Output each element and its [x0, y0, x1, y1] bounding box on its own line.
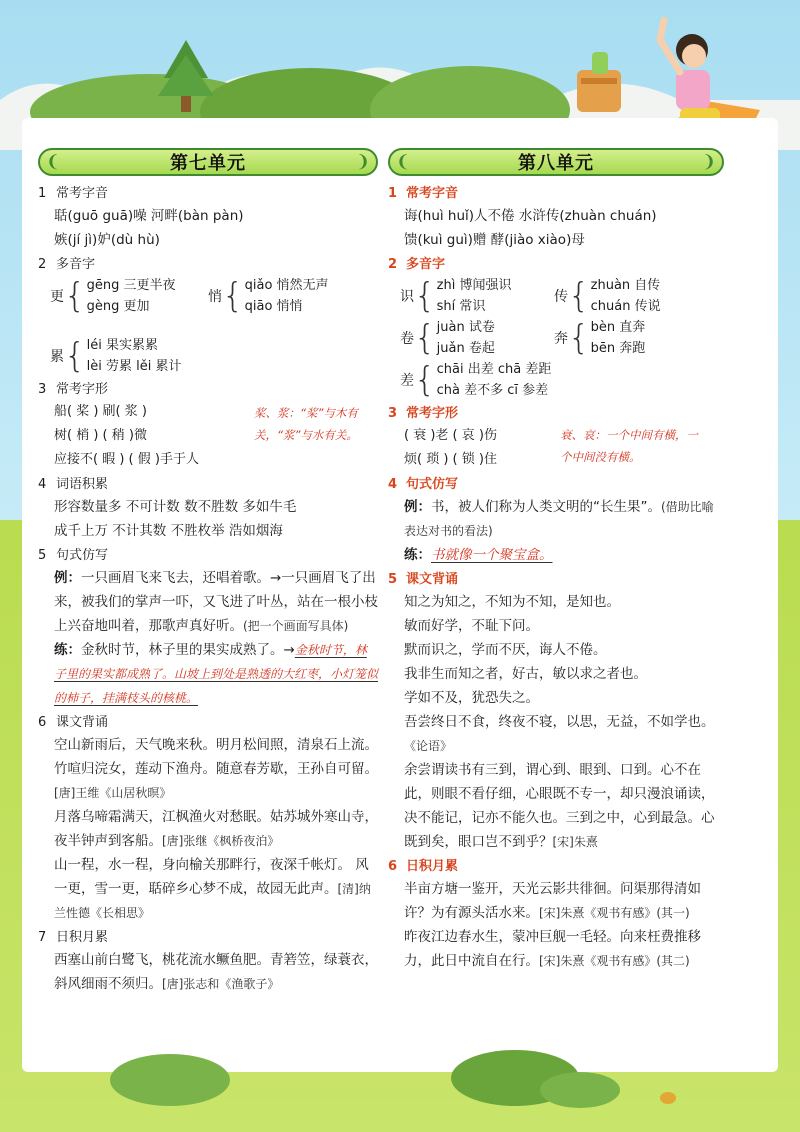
reading-row: chà 差不多 cī 参差 [436, 383, 549, 398]
recitation-line: 吾尝终日不食，终夜不寝，以思，无益，不如学也。《论语》 [404, 714, 715, 753]
polyphone-group [38, 275, 378, 317]
example-sentence: 例：一只画眉飞来飞去，还唱着歌。→一只画眉飞了出来，被我们的掌声一吓，又飞进了叶丛，站在一根小枝上兴奋地叫着，那歌声真好听。(把一个画面写具体) [54, 570, 378, 634]
reading-row: zhì 博闻强识 [436, 278, 512, 293]
bottom-scenery [0, 1040, 800, 1132]
unit-8-title: 第八单元 [518, 153, 594, 174]
unit-7-column [38, 148, 378, 996]
poem: 山一程，水一程，身向榆关那畔行，夜深千帐灯。 风一更，雪一更，聒碎乡心梦不成，故园无此声。[清]纳兰性德《长相思》 [54, 857, 371, 920]
reading-row: qiǎo 悄然无声 [244, 278, 329, 293]
brace-icon: { [568, 318, 590, 358]
glyph-block [38, 400, 378, 472]
reading-row: qiāo 悄悄 [244, 299, 303, 314]
poem: 月落乌啼霜满天，江枫渔火对愁眠。姑苏城外寒山寺，夜半钟声到客船。[唐]张继《枫桥夜泊》 [54, 809, 378, 849]
practice-sentence: 练：金秋时节，林子里的果实成熟了。→金秋时节，林子里的果实都成熟了。山坡上到处是熟透的大红枣，小灯笼似的柿子，挂满枝头的核桃。 [54, 642, 379, 705]
reading-row: shí 常识 [436, 299, 486, 314]
section-heading: 1 常考字音 [388, 186, 459, 201]
poem: 昨夜江边春水生，蒙冲巨舰一毛轻。向来枉费推移力，此日中流自在行。[宋]朱熹《观书有感》(其二) [404, 929, 701, 969]
section-heading: 4 词语积累 [38, 477, 109, 492]
recitation-line: 敏而好学，不耻下问。 [404, 618, 539, 634]
recitation-line: 学如不及，犹恐失之。 [404, 690, 539, 706]
pronunciation-line: 诲(huì huǐ)人不倦 水浒传(zhuàn chuán) [404, 208, 657, 224]
reading-row: léi 果实累累 [86, 338, 158, 353]
practice-answer: 书就像一个聚宝盒。 [431, 547, 553, 563]
polyphone-char: 卷 [400, 331, 414, 347]
reading-row: bēn 奔跑 [590, 341, 646, 356]
glyph-row: ( 衰 )老 ( 哀 )伤 [404, 428, 497, 443]
brace-icon: { [414, 276, 436, 316]
polyphone-char: 悄 [208, 289, 222, 305]
section-heading: 6 日积月累 [388, 859, 459, 874]
polyphone-group [38, 335, 378, 377]
section-heading: 6 课文背诵 [38, 715, 109, 730]
unit-7-title: 第七单元 [170, 153, 246, 174]
section-heading: 4 句式仿写 [388, 477, 459, 492]
reading-row: chāi 出差 chā 差距 [436, 362, 552, 377]
reading-row: zhuàn 自传 [590, 278, 661, 293]
recitation-line: 我非生而知之者，好古，敏以求之者也。 [404, 666, 647, 682]
polyphone-group [388, 359, 724, 401]
polyphone-group [388, 317, 724, 359]
reading-row: lèi 劳累 lěi 累计 [86, 359, 182, 374]
glyph-row: 烦( 琐 ) ( 锁 )住 [404, 452, 497, 467]
recitation-paragraph: 余尝谓读书有三到，谓心到、眼到、口到。心不在此，则眼不看仔细，心眼既不专一，却只漫浪诵读，决不能记，记亦不能久也。三到之中，心到最急。心既到矣，眼口岂不到乎？[宋]朱熹 [404, 762, 715, 850]
reading-row: gēng 三更半夜 [86, 278, 176, 293]
poem: 西塞山前白鹭飞，桃花流水鳜鱼肥。青箬笠，绿蓑衣，斜风细雨不须归。[唐]张志和《渔歌子》 [54, 952, 378, 992]
reading-row: gèng 更加 [86, 299, 150, 314]
reading-row: juàn 试卷 [436, 320, 495, 335]
brace-icon: { [222, 276, 244, 316]
glyph-row: 树( 梢 ) ( 稍 )微 [54, 428, 147, 443]
scroll-left-icon: ❨ [396, 152, 411, 172]
glyph-row: 船( 桨 ) 刷( 浆 ) [54, 404, 147, 419]
practice-answer: 金秋时节，林子里的果实都成熟了。山坡上到处是熟透的大红枣，小灯笼似的柿子，挂满枝头的核桃。 [54, 643, 379, 705]
word-row: 成千上万 不计其数 不胜枚举 浩如烟海 [54, 523, 283, 539]
brace-icon: { [64, 276, 86, 316]
section-heading: 5 句式仿写 [38, 548, 109, 563]
example-sentence: 例：书，被人们称为人类文明的“长生果”。(借助比喻表达对书的看法) [404, 499, 714, 538]
poem: 空山新雨后，天气晚来秋。明月松间照，清泉石上流。竹喧归浣女，莲动下渔舟。随意春芳歇，王孙自可留。[唐]王维《山居秋暝》 [54, 737, 378, 800]
polyphone-char: 累 [50, 349, 64, 365]
polyphone-char: 差 [400, 373, 414, 389]
polyphone-char: 更 [50, 289, 64, 305]
brace-icon: { [414, 318, 436, 358]
section-heading: 7 日积月累 [38, 930, 109, 945]
poem: 半亩方塘一鉴开，天光云影共徘徊。问渠那得清如许？为有源头活水来。[宋]朱熹《观书有感》(其一) [404, 881, 701, 921]
section-heading: 5 课文背诵 [388, 572, 459, 587]
unit-8-column [388, 148, 724, 973]
unit-8-banner [388, 148, 724, 176]
word-row: 形容数量多 不可计数 数不胜数 多如牛毛 [54, 499, 297, 515]
polyphone-group [388, 275, 724, 317]
section-heading: 1 常考字音 [38, 186, 109, 201]
brace-icon: { [414, 360, 436, 400]
recitation-line: 知之为知之，不知为不知，是知也。 [404, 594, 620, 610]
section-heading: 3 常考字形 [38, 382, 109, 397]
glyph-block [388, 424, 724, 472]
section-heading: 2 多音字 [388, 257, 446, 272]
section-heading: 3 常考字形 [388, 406, 459, 421]
polyphone-char: 识 [400, 289, 414, 305]
glyph-note: 衰、哀：一个中间有横，一个中间没有横。 [560, 428, 698, 464]
scroll-right-icon: ❩ [355, 152, 370, 172]
unit-7-banner [38, 148, 378, 176]
scroll-right-icon: ❩ [701, 152, 716, 172]
pronunciation-line: 嫉(jí jì)妒(dù hù) [54, 232, 160, 248]
glyph-note: 桨、浆：“桨”与木有关，“浆”与水有关。 [254, 406, 358, 442]
brace-icon: { [64, 336, 86, 376]
recitation-line: 默而识之，学而不厌，诲人不倦。 [404, 642, 607, 658]
practice-sentence: 练：书就像一个聚宝盒。 [404, 547, 553, 563]
glyph-row: 应接不( 暇 ) ( 假 )手于人 [54, 452, 199, 467]
brace-icon: { [568, 276, 590, 316]
reading-row: juǎn 卷起 [436, 341, 495, 356]
scroll-left-icon: ❨ [46, 152, 61, 172]
polyphone-char: 奔 [554, 331, 568, 347]
reading-row: chuán 传说 [590, 299, 661, 314]
pronunciation-line: 聒(guō guā)噪 河畔(bàn pàn) [54, 208, 244, 224]
reading-row: bèn 直奔 [590, 320, 646, 335]
section-heading: 2 多音字 [38, 257, 96, 272]
polyphone-char: 传 [554, 289, 568, 305]
pronunciation-line: 馈(kuì guì)赠 酵(jiào xiào)母 [404, 232, 585, 248]
